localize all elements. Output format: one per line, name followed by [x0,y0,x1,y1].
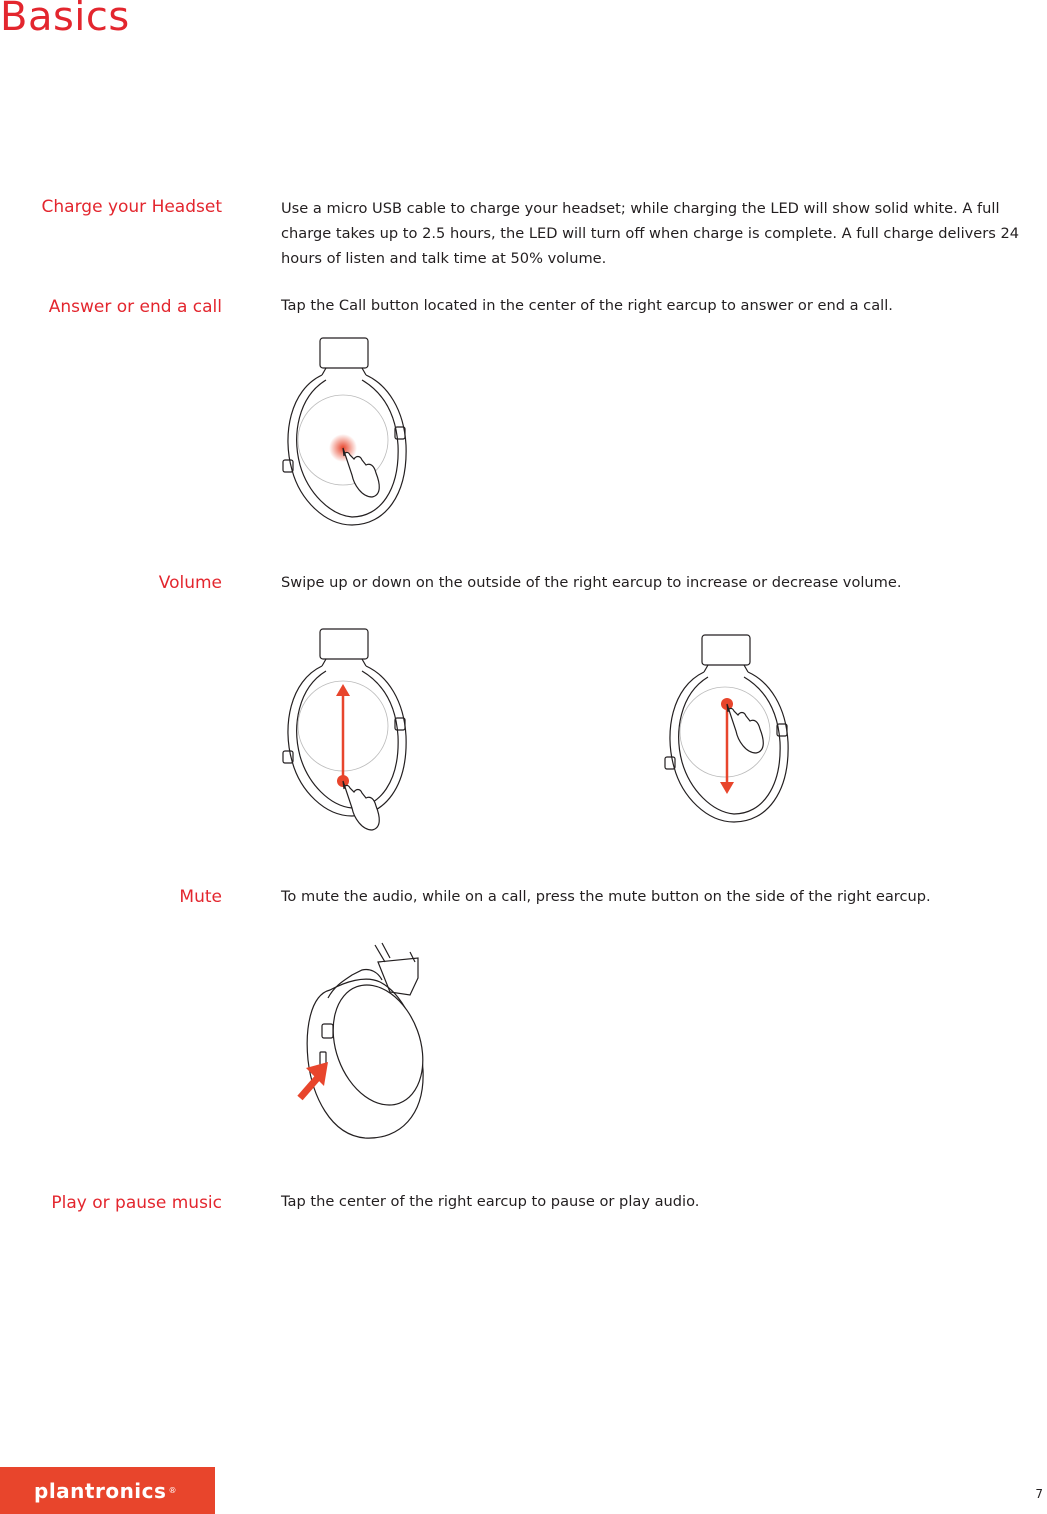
headset-earcup-icon [283,338,406,525]
page-title: Basics [0,0,130,40]
section-text-volume: Swipe up or down on the outside of the right earcup to increase or decrease volume. [281,574,902,591]
section-label-play: Play or pause music [51,1193,222,1213]
mute-arrow-icon [300,1062,328,1098]
registered-mark: ® [168,1486,177,1495]
page-number: 7 [1035,1487,1043,1501]
swipe-up-icon [336,684,379,830]
hand-tap-icon [343,448,379,497]
section-text-play: Tap the center of the right earcup to pause or play audio. [281,1193,700,1210]
section-text-mute: To mute the audio, while on a call, press the mute button on the side of the right earcup. [281,888,931,905]
headset-side-icon [307,943,438,1138]
section-label-mute: Mute [179,887,222,907]
section-text-charge: Use a micro USB cable to charge your headset; while charging the LED will show solid white. A full charge takes up to 2.5 hours, the LED will turn off when charge is complete. A full charge delivers 24 hours of listen and talk time at 50% volume. [281,200,1020,267]
volume-down-illustration [662,632,802,832]
section-label-volume: Volume [158,573,222,593]
section-label-answer: Answer or end a call [48,297,222,317]
section-text-answer: Tap the Call button located in the center of the right earcup to answer or end a call. [281,297,893,314]
mute-illustration [290,940,440,1145]
swipe-down-icon [720,698,763,794]
answer-call-illustration [280,335,420,535]
volume-up-illustration [280,626,420,836]
plantronics-logo [0,1467,215,1514]
section-label-charge: Charge your Headset [41,197,222,217]
brand-name: plantronics [34,1478,167,1503]
